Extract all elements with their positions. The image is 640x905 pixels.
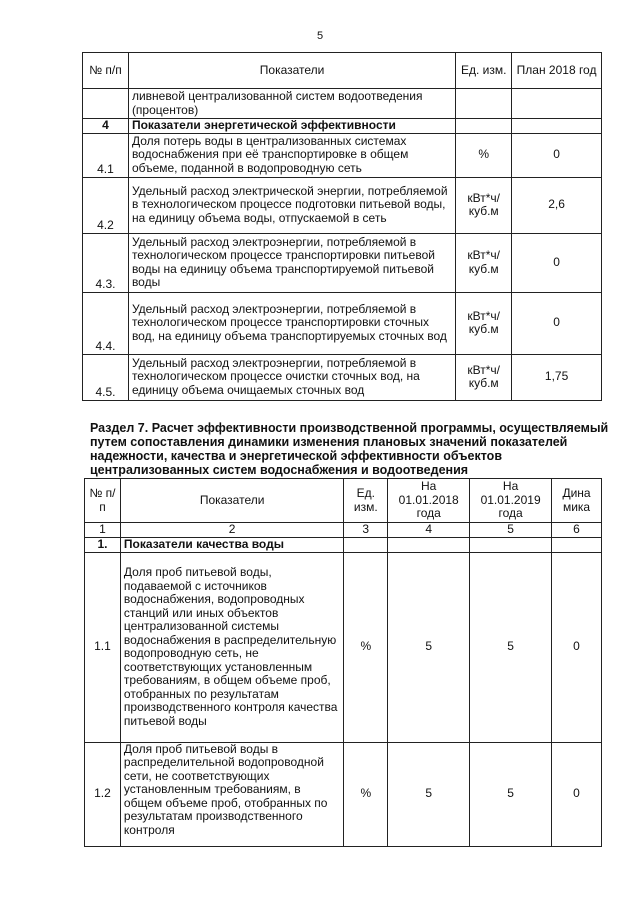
row-text: Доля потерь воды в централизованных системах водоснабжения при её транспортировке в общем объеме, поданной в водопроводную сеть (128, 133, 455, 177)
row-text: Доля проб питьевой воды, подаваемой с источников водоснабжения, водопроводных станций или иных объектов централизованной системы водоснабжения в распределительную водопроводную сеть, не соответствующих установленным требованиям, в общем объеме проб, отобранных по результатам производственного контроля качества питьевой воды (120, 552, 343, 742)
col-number: 1 (85, 523, 121, 538)
table-row (83, 133, 602, 177)
row-unit: кВт*ч/ куб.м (456, 354, 512, 400)
row-number: 1.2 (85, 742, 121, 846)
row-value-2018: 5 (388, 742, 470, 846)
section-number: 4 (83, 119, 129, 134)
col-number: 2 (120, 523, 343, 538)
continuation-row (83, 89, 602, 119)
row-value: 2,6 (512, 177, 602, 233)
row-number: 4.2 (83, 177, 129, 233)
row-text: Удельный расход электроэнергии, потребляемой в технологическом процессе транспортировки питьевой воды на единицу объема транспортируемой питьевой воды (128, 233, 455, 292)
table-row (83, 233, 602, 292)
row-dynamics: 0 (552, 742, 602, 846)
row-dynamics: 0 (552, 552, 602, 742)
section-row (85, 537, 602, 552)
row-text: Удельный расход электрической энергии, потребляемой в технологическом процессе подготовки питьевой воды, на единицу объема воды, отпускаемой в сеть (128, 177, 455, 233)
table-row (83, 292, 602, 354)
header-unit: Ед. изм. (456, 53, 512, 89)
continuation-text: ливневой централизованной систем водоотведения (процентов) (128, 89, 455, 119)
section-number: 1. (85, 537, 121, 552)
table-row (83, 177, 602, 233)
row-value-2019: 5 (470, 742, 552, 846)
table-header-row (83, 53, 602, 89)
row-unit: кВт*ч/ куб.м (456, 177, 512, 233)
header-plan: План 2018 год (512, 53, 602, 89)
row-value: 0 (512, 133, 602, 177)
row-number: 1.1 (85, 552, 121, 742)
row-value: 1,75 (512, 354, 602, 400)
row-number: 4.1 (83, 133, 129, 177)
row-number: 4.4. (83, 292, 129, 354)
page-number: 5 (316, 30, 324, 42)
row-number: 4.5. (83, 354, 129, 400)
header-indicator: Показатели (128, 53, 455, 89)
header-dynamics: Дина мика (552, 479, 602, 523)
row-number: 4.3. (83, 233, 129, 292)
row-unit: кВт*ч/ куб.м (456, 292, 512, 354)
energy-efficiency-table (82, 52, 602, 401)
header-date-2018: На 01.01.2018 года (388, 479, 470, 523)
row-value: 0 (512, 233, 602, 292)
table-row (85, 552, 602, 742)
col-number: 3 (344, 523, 388, 538)
table-row (85, 742, 602, 846)
section-row (83, 119, 602, 134)
header-unit: Ед. изм. (344, 479, 388, 523)
table-header-row (85, 479, 602, 523)
section-title: Показатели качества воды (120, 537, 343, 552)
section7-heading: Раздел 7. Расчет эффективности производственной программы, осуществляемый путем сопоставления динамики изменения плановых значений показателей надежности, качества и энергетической эффективности объектов централизованных систем водоснабжения и водоотведения (90, 421, 609, 477)
row-value-2018: 5 (388, 552, 470, 742)
efficiency-dynamics-table (84, 478, 602, 847)
section-title: Показатели энергетической эффективности (128, 119, 455, 134)
row-unit: % (456, 133, 512, 177)
col-number: 6 (552, 523, 602, 538)
col-number: 4 (388, 523, 470, 538)
row-unit: кВт*ч/ куб.м (456, 233, 512, 292)
col-number: 5 (470, 523, 552, 538)
header-num: № п/п (83, 53, 129, 89)
row-text: Удельный расход электроэнергии, потребляемой в технологическом процессе очистки сточных вод, на единицу объема очищаемых сточных вод (128, 354, 455, 400)
row-value-2019: 5 (470, 552, 552, 742)
column-numbers-row (85, 523, 602, 538)
row-text: Удельный расход электроэнергии, потребляемой в технологическом процессе транспортировки сточных вод, на единицу объема транспортируемых сточных вод (128, 292, 455, 354)
row-text: Доля проб питьевой воды в распределительной водопроводной сети, не соответствующих установленным требованиям, в общем объеме проб, отобранных по результатам производственного контроля (120, 742, 343, 846)
row-unit: % (344, 552, 388, 742)
row-value: 0 (512, 292, 602, 354)
row-unit: % (344, 742, 388, 846)
table-row (83, 354, 602, 400)
header-date-2019: На 01.01.2019 года (470, 479, 552, 523)
header-num: № п/п (85, 479, 121, 523)
header-indicator: Показатели (120, 479, 343, 523)
